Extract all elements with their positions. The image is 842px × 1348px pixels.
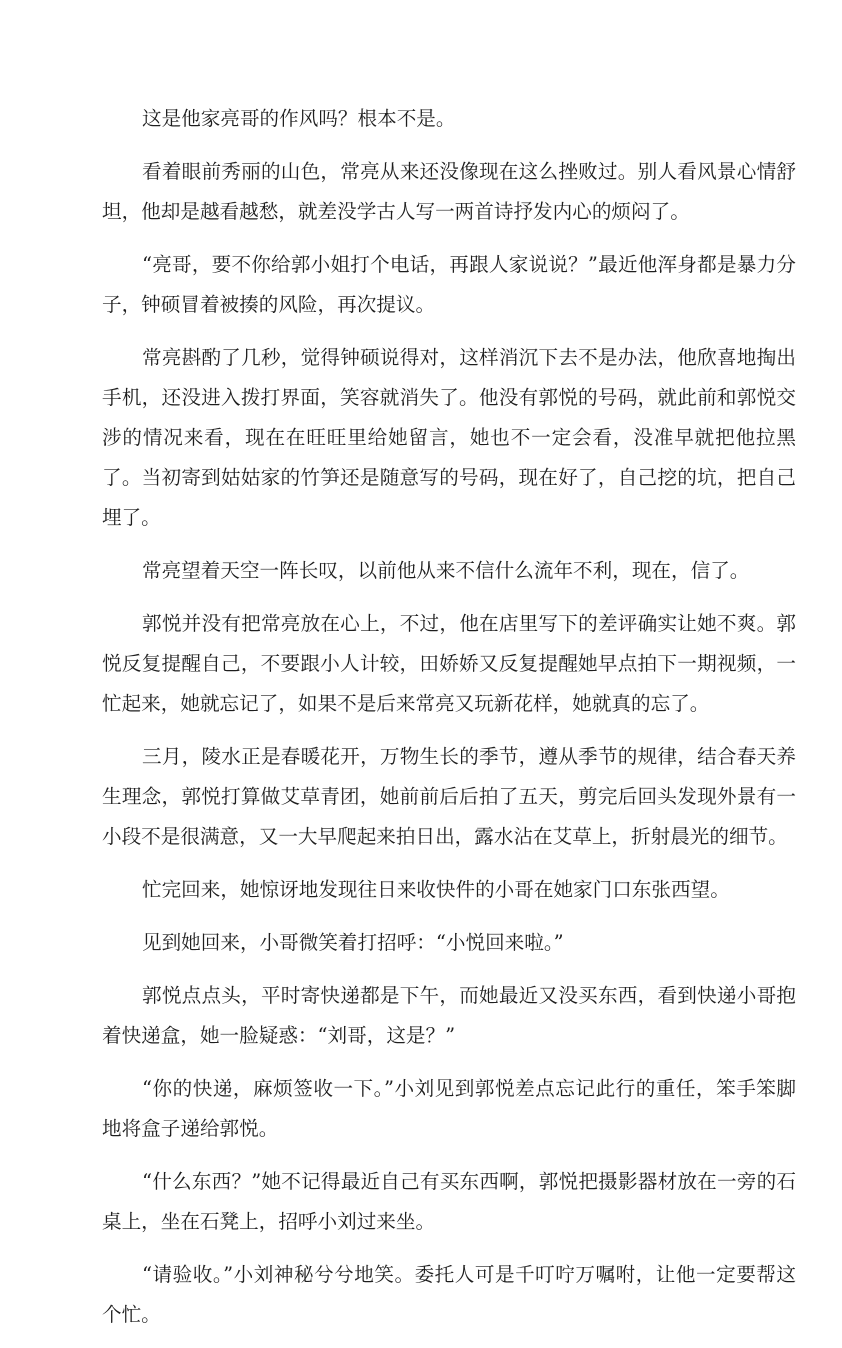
paragraph: “亮哥，要不你给郭小姐打个电话，再跟人家说说？”最近他浑身都是暴力分子，钟硕冒着被揍的风险，再次提议。 <box>102 253 796 316</box>
paragraph: 郭悦并没有把常亮放在心上，不过，他在店里写下的差评确实让她不爽。郭悦反复提醒自己，不要跟小人计较，田娇娇又反复提醒她早点拍下一期视频，一忙起来，她就忘记了，如果不是后来常亮又玩新花样，她就真的忘了。 <box>102 612 796 715</box>
paragraph: 忙完回来，她惊讶地发现往日来收快件的小哥在她家门口东张西望。 <box>142 878 730 901</box>
paragraph: 常亮望着天空一阵长叹，以前他从来不信什么流年不利，现在，信了。 <box>142 559 750 582</box>
paragraph: 见到她回来，小哥微笑着打招呼：“小悦回来啦。” <box>142 931 564 954</box>
paragraph: 这是他家亮哥的作风吗？根本不是。 <box>142 107 456 130</box>
paragraph: “请验收。”小刘神秘兮兮地笑。委托人可是千叮咛万嘱咐，让他一定要帮这个忙。 <box>102 1263 796 1326</box>
paragraph: 看着眼前秀丽的山色，常亮从来还没像现在这么挫败过。别人看风景心情舒坦，他却是越看越愁，就差没学古人写一两首诗抒发内心的烦闷了。 <box>102 160 796 223</box>
body-text <box>102 99 796 1348</box>
paragraph: 常亮斟酌了几秒，觉得钟硕说得对，这样消沉下去不是办法，他欣喜地掏出手机，还没进入拨打界面，笑容就消失了。他没有郭悦的号码，就此前和郭悦交涉的情况来看，现在在旺旺里给她留言，她也不一定会看，没准早就把他拉黑了。当初寄到姑姑家的竹笋还是随意写的号码，现在好了，自己挖的坑，把自己埋了。 <box>102 346 796 529</box>
paragraph: 郭悦点点头，平时寄快递都是下午，而她最近又没买东西，看到快递小哥抱着快递盒，她一脸疑惑：“刘哥，这是？” <box>102 984 796 1047</box>
paragraph: “你的快递，麻烦签收一下。”小刘见到郭悦差点忘记此行的重任，笨手笨脚地将盒子递给郭悦。 <box>102 1077 796 1140</box>
paragraph: “什么东西？”她不记得最近自己有买东西啊，郭悦把摄影器材放在一旁的石桌上，坐在石凳上，招呼小刘过来坐。 <box>102 1170 796 1233</box>
paragraph: 三月，陵水正是春暖花开，万物生长的季节，遵从季节的规律，结合春天养生理念，郭悦打算做艾草青团，她前前后后拍了五天，剪完后回头发现外景有一小段不是很满意，又一大早爬起来拍日出，露水沾在艾草上，折射晨光的细节。 <box>102 745 796 848</box>
